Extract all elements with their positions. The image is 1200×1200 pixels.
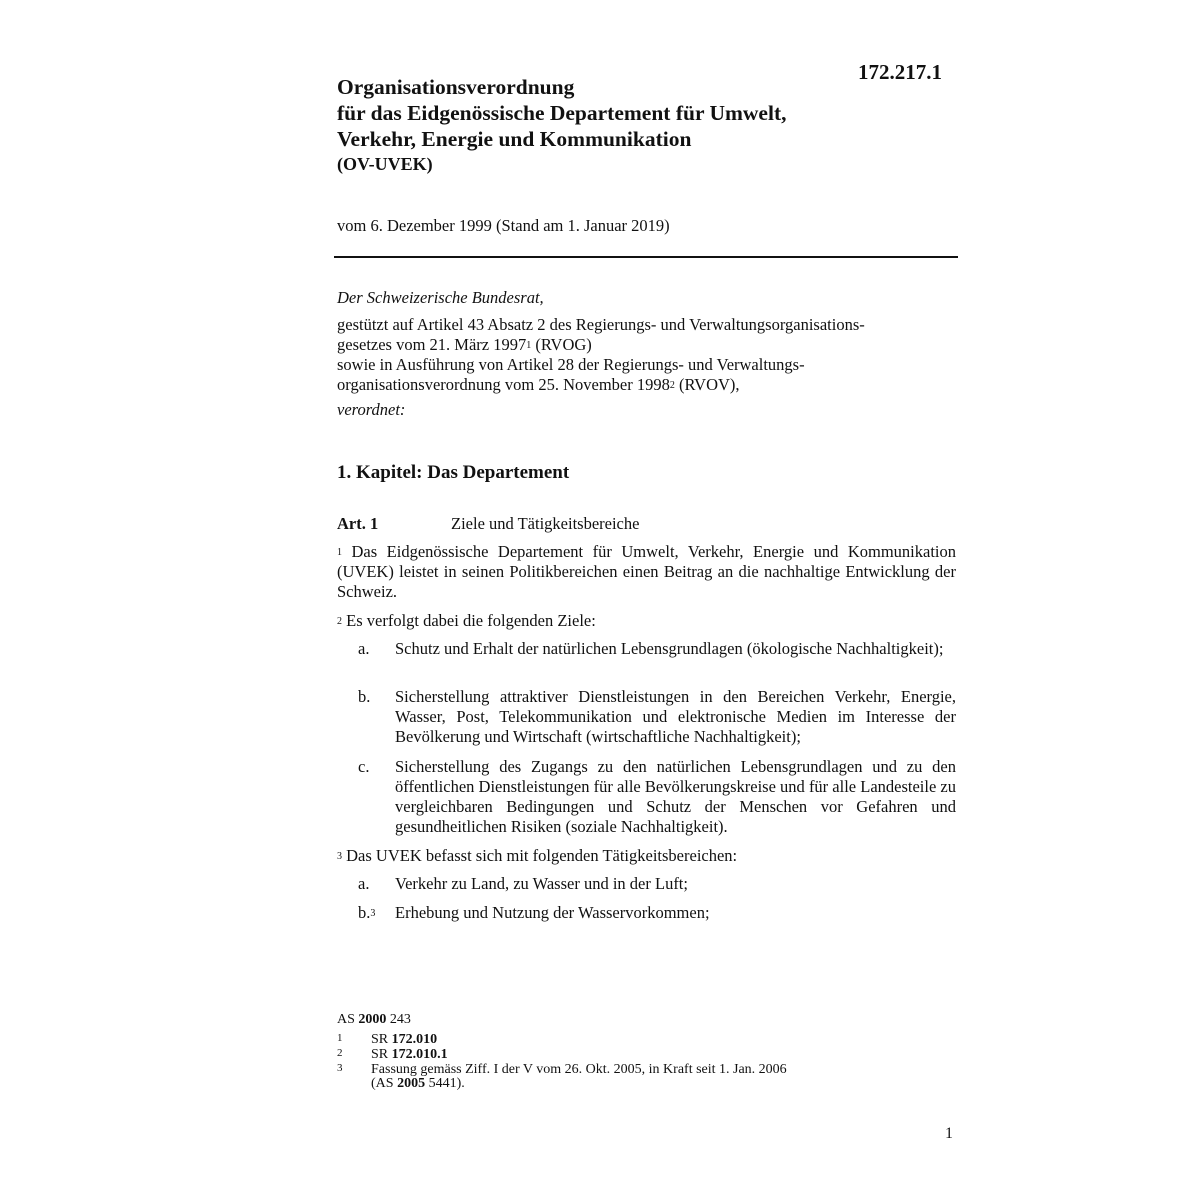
title-line: Organisationsverordnung [337, 75, 575, 99]
footnote-prefix: SR [371, 1032, 392, 1047]
date-line: vom 6. Dezember 1999 (Stand am 1. Januar 2019) [337, 216, 670, 235]
paragraph-text: Das Eidgenössische Departement für Umwelt, Verkehr, Energie und Kommunikation (UVEK) leistet in seinen Politikbereichen einen Beitrag an die nachhaltige Entwicklung der Schweiz. [337, 542, 956, 601]
as-reference [337, 1013, 411, 1027]
list-letter [358, 874, 394, 894]
area-item [358, 874, 956, 894]
footnote-sr-number[interactable]: 172.010 [391, 1032, 438, 1047]
sr-number: 172.217.1 [858, 60, 942, 84]
document-title [337, 74, 937, 152]
list-letter: c. [358, 757, 370, 776]
footnote-sr-number[interactable]: 172.010.1 [391, 1047, 448, 1062]
article-number: Art. 1 [337, 514, 379, 533]
list-text: Sicherstellung attraktiver Dienstleistungen in den Bereichen Verkehr, Energie, Wasser, Post, Telekommunikation und elektronische Medien im Interesse der Bevölkerung und Wirtschaft (wirtschaftliche Nachhaltigkeit); [395, 687, 956, 746]
goal-item [358, 757, 956, 837]
as-prefix: AS [337, 1012, 359, 1027]
paragraph-number: 2 [337, 616, 342, 627]
list-text: Schutz und Erhalt der natürlichen Lebensgrundlagen (ökologische Nachhaltigkeit); [395, 639, 944, 658]
paragraph-text: Es verfolgt dabei die folgenden Ziele: [342, 611, 596, 630]
list-letter: b. [358, 687, 371, 706]
header-rule [334, 256, 958, 258]
article-paragraph-2 [337, 611, 956, 631]
preamble-basis [337, 315, 957, 395]
footnote-ref-1[interactable]: 1 [526, 340, 532, 351]
list-letter: a. [358, 639, 370, 658]
footnote-line: Fassung gemäss Ziff. I der V vom 26. Okt. 2005, in Kraft seit 1. Jan. 2006 [371, 1062, 787, 1077]
footnote-number: 2 [337, 1047, 343, 1059]
chapter-heading: 1. Kapitel: Das Departement [337, 462, 570, 483]
footnote-number: 1 [337, 1032, 343, 1044]
preamble-authority: Der Schweizerische Bundesrat, [337, 288, 544, 307]
document-abbreviation: (OV-UVEK) [337, 154, 433, 174]
list-letter-text: b. [358, 903, 371, 922]
preamble-text: gesetzes vom 21. März 1997 [337, 335, 527, 354]
footnote-ref-3[interactable]: 3 [370, 908, 376, 919]
list-text: Sicherstellung des Zugangs zu den natürlichen Lebensgrundlagen und zu den öffentlichen Dienstleistungen für alle Bevölkerungskreise und für alle Landesteile zu vergleichbaren Bedingungen und Schutz der Menschen vor Gefahren und gesundheitlichen Risiken (soziale Nachhaltigkeit). [395, 757, 956, 836]
footnote-2 [337, 1048, 877, 1062]
title-line: für das Eidgenössische Departement für Umwelt, [337, 101, 787, 125]
area-item [358, 903, 956, 923]
footnote-number: 3 [337, 1062, 343, 1074]
goal-item [358, 639, 956, 659]
paragraph-text: Das UVEK befasst sich mit folgenden Tätigkeitsbereichen: [342, 846, 738, 865]
list-letter [358, 903, 394, 923]
as-year: 2000 [358, 1012, 387, 1027]
preamble-line: sowie in Ausführung von Artikel 28 der Regierungs- und Verwaltungs- [337, 355, 805, 374]
footnote-prefix: SR [371, 1047, 392, 1062]
page-number: 1 [945, 1125, 953, 1142]
preamble-text: organisationsverordnung vom 25. November 1998 [337, 375, 670, 394]
footnote-text [371, 1048, 877, 1062]
paragraph-number: 1 [337, 547, 342, 558]
article-paragraph-1 [337, 542, 956, 602]
paragraph-number: 3 [337, 851, 342, 862]
footnote-text [371, 1033, 877, 1047]
preamble-text: (RVOG) [531, 335, 592, 354]
list-text: Verkehr zu Land, zu Wasser und in der Luft; [395, 874, 688, 893]
list-letter-text: a. [358, 874, 370, 893]
article-paragraph-3 [337, 846, 956, 866]
preamble-text: (RVOV), [674, 375, 740, 394]
preamble-line [337, 375, 957, 395]
preamble-verb: verordnet: [337, 400, 406, 419]
footnote-3 [337, 1063, 877, 1091]
footnote-text [371, 1063, 877, 1091]
footnote-ref-2[interactable]: 2 [669, 380, 675, 391]
article-title: Ziele und Tätigkeitsbereiche [451, 514, 640, 533]
footnote-1 [337, 1033, 877, 1047]
as-page: 243 [386, 1012, 411, 1027]
footnote-line-prefix: (AS [371, 1076, 398, 1091]
preamble-line [337, 335, 957, 355]
title-line: Verkehr, Energie und Kommunikation [337, 127, 692, 151]
preamble-line: gestützt auf Artikel 43 Absatz 2 des Regierungs- und Verwaltungsorganisations- [337, 315, 865, 334]
goal-item [358, 687, 956, 747]
list-text: Erhebung und Nutzung der Wasservorkommen; [395, 903, 710, 922]
footnote-as-year[interactable]: 2005 [397, 1076, 426, 1091]
footnote-line-rest: 5441). [425, 1076, 465, 1091]
